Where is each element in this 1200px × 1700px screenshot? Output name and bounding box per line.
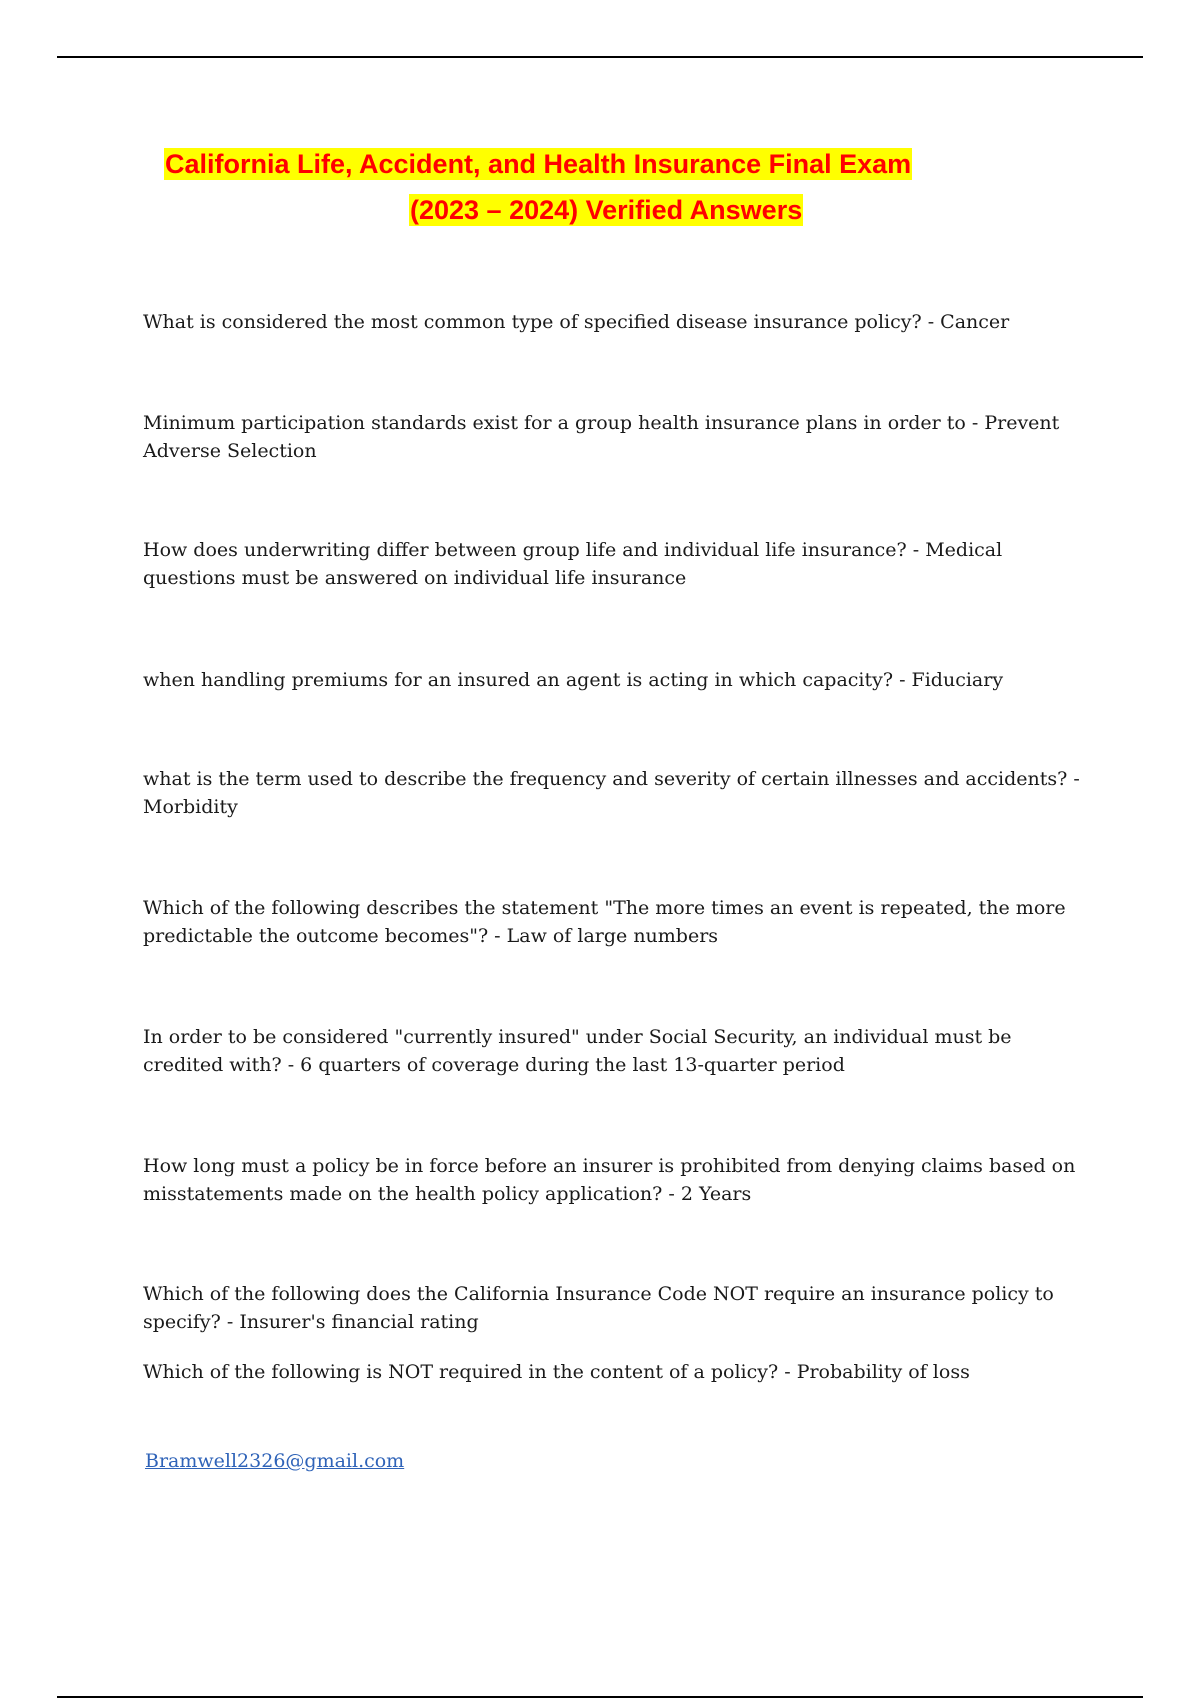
qa-item-2: Minimum participation standards exist for a group health insurance plans in order to - Prevent Adverse Selection bbox=[143, 412, 1060, 462]
qa-item-8: How long must a policy be in force before an insurer is prohibited from denying claims based on misstatements made on the health policy application? - 2 Years bbox=[143, 1155, 1076, 1205]
qa-item-5: what is the term used to describe the frequency and severity of certain illnesses and accidents? - Morbidity bbox=[143, 768, 1080, 818]
title-line-2: (2023 – 2024) Verified Answers bbox=[410, 195, 803, 225]
qa-item-6: Which of the following describes the statement "The more times an event is repeated, the more predictable the outcome becomes"? - Law of large numbers bbox=[143, 897, 1066, 947]
bottom-rule bbox=[57, 1696, 1143, 1698]
qa-item-9: Which of the following does the California Insurance Code NOT require an insurance policy to specify? - Insurer's financial rating bbox=[143, 1283, 1054, 1333]
qa-item-3: How does underwriting differ between group life and individual life insurance? - Medical questions must be answered on individual life insurance bbox=[143, 539, 1003, 589]
qa-item-7: In order to be considered "currently insured" under Social Security, an individual must be credited with? - 6 quarters of coverage during the last 13-quarter period bbox=[143, 1026, 1012, 1076]
email-link[interactable]: Bramwell2326@gmail.com bbox=[145, 1450, 405, 1472]
qa-item-10: Which of the following is NOT required in the content of a policy? - Probability of loss bbox=[143, 1361, 970, 1383]
top-rule bbox=[57, 56, 1143, 58]
title-line-1: California Life, Accident, and Health Insurance Final Exam bbox=[165, 149, 912, 179]
qa-item-4: when handling premiums for an insured an agent is acting in which capacity? - Fiduciary bbox=[143, 669, 1004, 691]
qa-item-1: What is considered the most common type of specified disease insurance policy? - Cancer bbox=[143, 311, 1010, 333]
